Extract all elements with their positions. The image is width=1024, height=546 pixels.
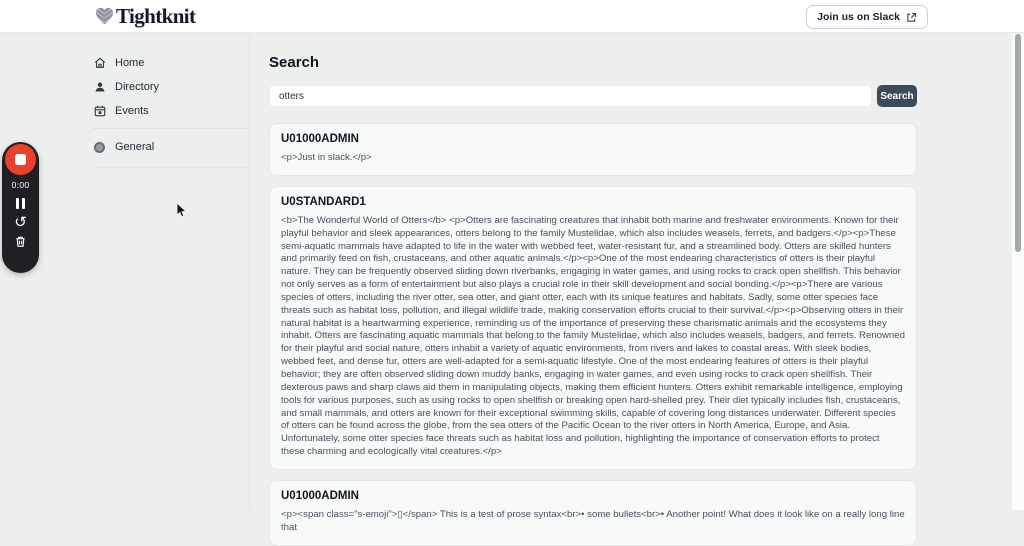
sidebar-item-home[interactable] [93, 51, 250, 75]
channel-circle-icon [93, 142, 106, 153]
search-button[interactable]: Search [877, 85, 917, 107]
stop-icon [15, 154, 26, 165]
join-slack-label: Join us on Slack [817, 11, 900, 23]
result-body: <p>Just in slack.</p> [281, 152, 372, 163]
search-result-card [269, 123, 917, 176]
directory-icon [93, 81, 106, 93]
app-header [0, 0, 1024, 33]
sidebar-divider [93, 128, 250, 129]
external-link-icon [906, 12, 917, 23]
result-user-id: U01000ADMIN [281, 133, 359, 145]
sidebar-nav [93, 51, 250, 168]
restart-icon: ↺ [14, 213, 27, 231]
search-form [269, 85, 917, 107]
brand-logo[interactable] [94, 4, 195, 29]
search-result-card [269, 186, 917, 470]
scrollbar-thumb[interactable] [1015, 34, 1021, 252]
sidebar-item-label: Home [115, 57, 145, 69]
result-body: <b>The Wonderful World of Otters</b> <p>Otters are fascinating creatures that inhabit both marine and freshwater environments. Known for their playful behavior and sleek appearances, otters belong to the family Mustelidae, which also includes weasels, ferrets, and badgers.</p><p>These semi-aquatic mammals have adapted to life in the water with webbed feet, water-resistant fur, and a streamlined body. Otters are skilled hunters and primarily feed on fish, crustaceans, and other aquatic animals.</p><p>One of the most endearing characteristics of otters is their playful nature. They can be frequently observed sliding down riverbanks, engaging in water games, and using rocks to crack open shellfish. This behavior not only serves as a form of entertainment but also plays a crucial role in their skill development and social bonding.</p><p>There are various species of otters, including the river otter, sea otter, and giant otter, each with its unique features and habitats. Sadly, some otter species face threats such as habitat loss, pollution, and illegal wildlife trade, making conservation efforts crucial to their survival.</p><p>Observing otters in their natural habitat is a heartwarming experience, reminding us of the importance of preserving these charismatic animals and the ecosystems they inhabit. Otters are fascinating aquatic mammals that belong to the family Mustelidae, which also includes weasels, badgers, and ferrets. Renowned for their playful and social nature, otters inhabit a variety of aquatic environments, from rivers and lakes to coastal areas. With sleek bodies, webbed feet, and dense fur, otters are well-adapted for a semi-aquatic lifestyle. One of the most endearing features of otters is their playful behavior; they are often observed sliding down muddy banks, engaging in water games, and even using rocks to crack open shellfish. Their dexterous paws and sharp claws aid them in manipulating objects, making them efficient hunters. Otters exhibit remarkable intelligence, employing tools for various purposes, such as using rocks to open shellfish or breaking open hard-shelled prey. Their diet typically includes fish, crustaceans, and small mammals, and otters are known for their exceptional swimming skills, capable of covering long distances underwater. Different species of otters can be found across the globe, from the sea otters of the Pacific Ocean to the river otters in North America, Europe, and Asia. Unfortunately, some otter species face threats such as habitat loss and pollution, highlighting the importance of conservation efforts to protect these charming and ecologically vital creatures.</p> [281, 214, 905, 458]
sidebar [0, 34, 250, 510]
events-icon [93, 105, 106, 117]
search-input[interactable] [269, 85, 872, 107]
sidebar-item-events[interactable] [93, 99, 250, 123]
screen-recorder-widget [2, 142, 39, 273]
result-user-id: U01000ADMIN [281, 489, 359, 502]
result-user-id: U0STANDARD1 [281, 195, 366, 208]
trash-icon [14, 235, 27, 248]
join-slack-button[interactable] [806, 5, 928, 29]
sidebar-item-label: Events [115, 105, 149, 117]
result-body: <p><span class="s-emoji">▯</span> This is a test of prose syntax<br>• some bullets<br>• Another point! What does it look like on a really long line that [281, 508, 905, 533]
search-result-card [269, 480, 917, 546]
page-title: Search [269, 54, 320, 71]
home-icon [93, 57, 106, 69]
sidebar-item-directory[interactable] [93, 75, 250, 99]
delete-recording-button[interactable] [14, 235, 27, 248]
stop-recording-button[interactable] [5, 144, 36, 175]
sidebar-item-label: General [115, 141, 155, 153]
pause-icon [16, 198, 19, 209]
pause-recording-button[interactable] [16, 198, 26, 209]
restart-recording-button[interactable] [14, 215, 27, 230]
brand-name: Tightknit [116, 3, 196, 28]
tightknit-heart-icon [94, 6, 115, 27]
sidebar-item-label: Directory [115, 81, 160, 93]
main-content [251, 34, 1012, 533]
recording-timer: 0:00 [11, 180, 30, 190]
sidebar-divider [93, 167, 250, 168]
scrollbar-track [1012, 34, 1024, 510]
sidebar-item-general[interactable] [93, 135, 250, 159]
